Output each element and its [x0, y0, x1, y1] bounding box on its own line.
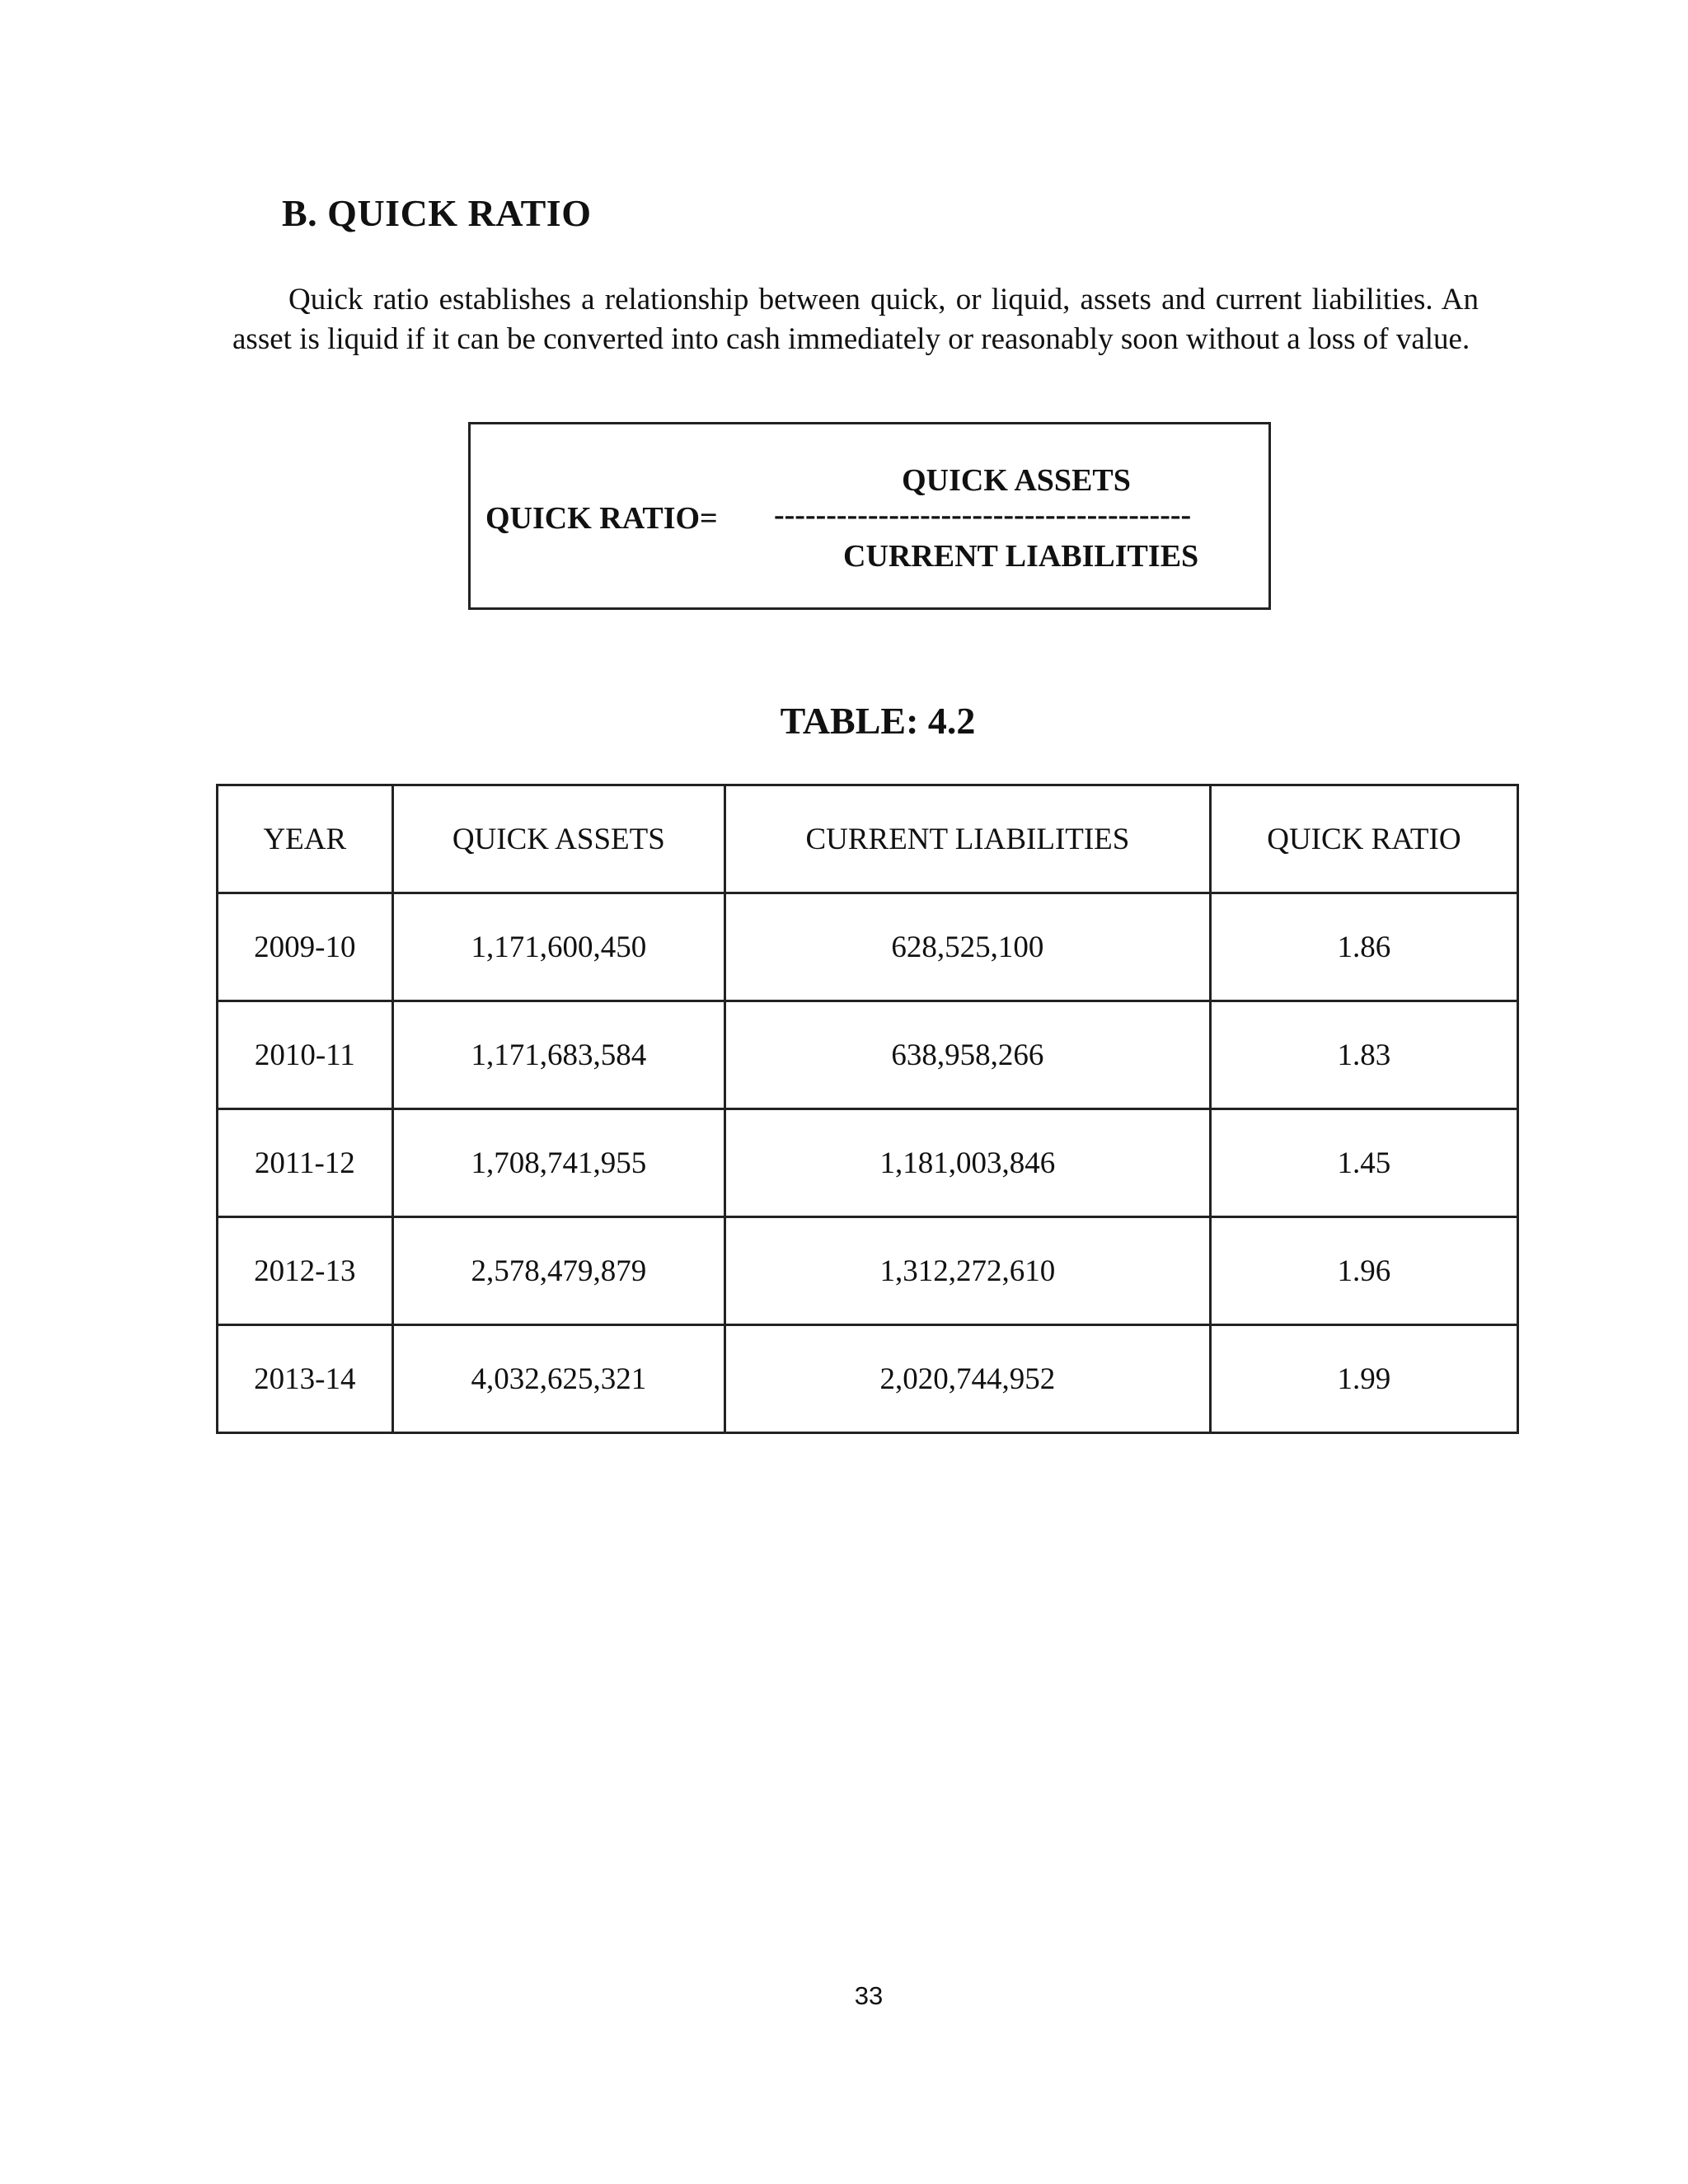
formula-box: [468, 422, 1271, 610]
cell-quick-ratio: 1.86: [1210, 893, 1517, 1001]
cell-current-liabilities: 638,958,266: [725, 1001, 1211, 1109]
quick-ratio-table: [216, 784, 1519, 1434]
cell-quick-ratio: 1.45: [1210, 1109, 1517, 1217]
formula-numerator: QUICK ASSETS: [902, 463, 1131, 498]
cell-quick-assets: 1,708,741,955: [392, 1109, 724, 1217]
cell-year: 2010-11: [218, 1001, 393, 1109]
table-row: [218, 893, 1518, 1001]
table-row: [218, 1325, 1518, 1433]
formula-denominator: CURRENT LIABILITIES: [843, 539, 1199, 574]
cell-quick-ratio: 1.96: [1210, 1217, 1517, 1325]
header-current-liabilities: CURRENT LIABILITIES: [725, 785, 1211, 893]
cell-quick-assets: 1,171,683,584: [392, 1001, 724, 1109]
cell-year: 2011-12: [218, 1109, 393, 1217]
cell-current-liabilities: 1,181,003,846: [725, 1109, 1211, 1217]
table-row: [218, 1001, 1518, 1109]
cell-quick-assets: 4,032,625,321: [392, 1325, 724, 1433]
cell-quick-ratio: 1.99: [1210, 1325, 1517, 1433]
page-number: 33: [854, 1981, 884, 2010]
cell-quick-ratio: 1.83: [1210, 1001, 1517, 1109]
table-caption: TABLE: 4.2: [780, 700, 976, 742]
section-paragraph: Quick ratio establishes a relationship between quick, or liquid, assets and current liabilities. An asset is liquid if it can be converted into cash immediately or reasonably soon without a loss of value.: [232, 283, 1479, 356]
cell-current-liabilities: 2,020,744,952: [725, 1325, 1211, 1433]
header-year: YEAR: [218, 785, 393, 893]
cell-current-liabilities: 628,525,100: [725, 893, 1211, 1001]
formula-lhs: QUICK RATIO=: [485, 501, 718, 536]
header-quick-ratio: QUICK RATIO: [1210, 785, 1517, 893]
header-quick-assets: QUICK ASSETS: [392, 785, 724, 893]
cell-quick-assets: 1,171,600,450: [392, 893, 724, 1001]
section-heading: B. QUICK RATIO: [282, 192, 592, 234]
cell-year: 2009-10: [218, 893, 393, 1001]
cell-year: 2013-14: [218, 1325, 393, 1433]
table-row: [218, 1109, 1518, 1217]
table-row: [218, 1217, 1518, 1325]
cell-year: 2012-13: [218, 1217, 393, 1325]
table-header-row: [218, 785, 1518, 893]
formula-fraction-rule: ----------------------------------------: [774, 498, 1192, 532]
cell-quick-assets: 2,578,479,879: [392, 1217, 724, 1325]
cell-current-liabilities: 1,312,272,610: [725, 1217, 1211, 1325]
